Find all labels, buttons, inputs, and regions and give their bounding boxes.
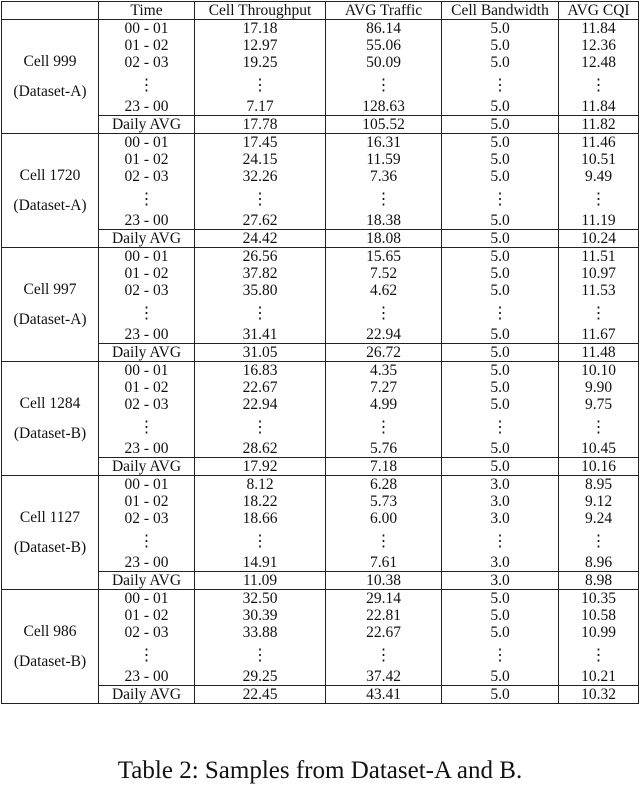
table-row — [2, 20, 639, 38]
traffic-cell: 5.73 — [326, 493, 442, 510]
cqi-cell: 8.96 — [559, 554, 639, 572]
avg-bandwidth-cell: 5.0 — [442, 344, 559, 362]
throughput-cell: 27.62 — [195, 212, 326, 230]
cqi-cell: 12.48 — [559, 54, 639, 71]
vertical-ellipsis-glyph: ⋮ — [375, 533, 392, 550]
vertical-ellipsis-glyph: ⋮ — [492, 77, 508, 94]
bandwidth-cell: 5.0 — [442, 134, 559, 152]
vertical-ellipsis-glyph: ⋮ — [590, 647, 607, 664]
avg-cqi-cell: 11.82 — [559, 116, 639, 134]
cell-group-label — [2, 20, 99, 134]
bandwidth-cell: 5.0 — [442, 396, 559, 413]
traffic-cell: 22.67 — [326, 624, 442, 641]
cell-id: Cell 1720 — [19, 166, 81, 184]
cqi-cell: 12.36 — [559, 37, 639, 54]
avg-bandwidth-cell: 5.0 — [442, 116, 559, 134]
cell-id: Cell 1127 — [19, 508, 81, 526]
time-cell: 23 - 00 — [99, 668, 195, 686]
throughput-cell: 29.25 — [195, 668, 326, 686]
vertical-ellipsis-glyph: ⋮ — [375, 305, 392, 322]
avg-traffic-cell: 18.08 — [326, 230, 442, 248]
vertical-ellipsis-glyph: ⋮ — [590, 305, 607, 322]
throughput-cell: 32.26 — [195, 168, 326, 185]
table-body — [2, 20, 639, 704]
traffic-cell: 37.42 — [326, 668, 442, 686]
cqi-cell: 9.24 — [559, 510, 639, 527]
bandwidth-cell: 5.0 — [442, 98, 559, 116]
ellipsis-cell — [195, 413, 326, 440]
avg-traffic-cell: 43.41 — [326, 686, 442, 704]
ellipsis-cell — [326, 299, 442, 326]
ellipsis-cell — [99, 413, 195, 440]
ellipsis-cell — [442, 641, 559, 668]
vertical-ellipsis-glyph: ⋮ — [252, 191, 268, 208]
vertical-ellipsis-glyph: ⋮ — [252, 305, 268, 322]
time-cell: 02 - 03 — [99, 624, 195, 641]
cqi-cell: 11.51 — [559, 248, 639, 266]
vertical-ellipsis-glyph: ⋮ — [138, 191, 155, 208]
table-caption: Table 2: Samples from Dataset-A and B. — [117, 757, 523, 784]
cqi-cell: 10.97 — [559, 265, 639, 282]
ellipsis-cell — [326, 413, 442, 440]
cell-group-label — [2, 134, 99, 248]
ellipsis-cell — [559, 641, 639, 668]
bandwidth-cell: 5.0 — [442, 379, 559, 396]
bandwidth-cell: 5.0 — [442, 624, 559, 641]
throughput-cell: 32.50 — [195, 590, 326, 608]
bandwidth-cell: 5.0 — [442, 440, 559, 458]
avg-cqi-cell: 8.98 — [559, 572, 639, 590]
table-row — [2, 476, 639, 494]
cqi-cell: 9.75 — [559, 396, 639, 413]
avg-throughput-cell: 24.42 — [195, 230, 326, 248]
daily-avg-label: Daily AVG — [99, 344, 195, 362]
dataset-name: (Dataset-B) — [13, 424, 87, 442]
time-cell: 01 - 02 — [99, 37, 195, 54]
vertical-ellipsis-glyph: ⋮ — [492, 191, 508, 208]
dataset-name: (Dataset-B) — [13, 652, 87, 670]
avg-cqi-cell: 10.32 — [559, 686, 639, 704]
cqi-cell: 8.95 — [559, 476, 639, 494]
time-cell: 01 - 02 — [99, 607, 195, 624]
throughput-cell: 26.56 — [195, 248, 326, 266]
traffic-cell: 4.35 — [326, 362, 442, 380]
ellipsis-cell — [195, 185, 326, 212]
time-cell: 00 - 01 — [99, 20, 195, 38]
traffic-cell: 128.63 — [326, 98, 442, 116]
ellipsis-cell — [195, 641, 326, 668]
traffic-cell: 50.09 — [326, 54, 442, 71]
daily-avg-label: Daily AVG — [99, 116, 195, 134]
avg-bandwidth-cell: 3.0 — [442, 572, 559, 590]
avg-throughput-cell: 17.78 — [195, 116, 326, 134]
ellipsis-cell — [442, 413, 559, 440]
dataset-name: (Dataset-A) — [13, 196, 87, 214]
time-cell: 01 - 02 — [99, 493, 195, 510]
bandwidth-cell: 5.0 — [442, 248, 559, 266]
vertical-ellipsis-glyph: ⋮ — [375, 77, 392, 94]
throughput-cell: 17.18 — [195, 20, 326, 38]
avg-traffic-cell: 10.38 — [326, 572, 442, 590]
time-cell: 01 - 02 — [99, 265, 195, 282]
time-cell: 00 - 01 — [99, 476, 195, 494]
vertical-ellipsis-glyph: ⋮ — [492, 533, 508, 550]
cell-id: Cell 999 — [23, 52, 77, 70]
vertical-ellipsis-glyph: ⋮ — [252, 533, 268, 550]
traffic-cell: 6.28 — [326, 476, 442, 494]
traffic-cell: 29.14 — [326, 590, 442, 608]
ellipsis-cell — [326, 527, 442, 554]
time-cell: 01 - 02 — [99, 379, 195, 396]
bandwidth-cell: 5.0 — [442, 20, 559, 38]
traffic-cell: 4.99 — [326, 396, 442, 413]
table-row — [2, 248, 639, 266]
throughput-cell: 8.12 — [195, 476, 326, 494]
vertical-ellipsis-glyph: ⋮ — [590, 191, 607, 208]
throughput-cell: 18.66 — [195, 510, 326, 527]
traffic-cell: 7.36 — [326, 168, 442, 185]
traffic-cell: 16.31 — [326, 134, 442, 152]
traffic-cell: 11.59 — [326, 151, 442, 168]
cqi-cell: 9.90 — [559, 379, 639, 396]
cell-group-label — [2, 362, 99, 476]
dataset-name: (Dataset-A) — [13, 310, 87, 328]
time-cell: 02 - 03 — [99, 168, 195, 185]
ellipsis-cell — [326, 641, 442, 668]
time-cell: 23 - 00 — [99, 326, 195, 344]
cell-group-label — [2, 248, 99, 362]
header-cell-id — [2, 2, 99, 20]
ellipsis-cell — [442, 185, 559, 212]
bandwidth-cell: 5.0 — [442, 54, 559, 71]
vertical-ellipsis-glyph: ⋮ — [375, 647, 392, 664]
header-row — [2, 2, 639, 20]
cqi-cell: 10.99 — [559, 624, 639, 641]
traffic-cell: 7.27 — [326, 379, 442, 396]
bandwidth-cell: 3.0 — [442, 476, 559, 494]
throughput-cell: 24.15 — [195, 151, 326, 168]
vertical-ellipsis-glyph: ⋮ — [492, 419, 508, 436]
throughput-cell: 19.25 — [195, 54, 326, 71]
header-cell-throughput: Cell Throughput — [195, 2, 326, 20]
daily-avg-label: Daily AVG — [99, 572, 195, 590]
avg-traffic-cell: 7.18 — [326, 458, 442, 476]
throughput-cell: 30.39 — [195, 607, 326, 624]
time-cell: 00 - 01 — [99, 248, 195, 266]
avg-traffic-cell: 105.52 — [326, 116, 442, 134]
avg-cqi-cell: 11.48 — [559, 344, 639, 362]
time-cell: 23 - 00 — [99, 554, 195, 572]
daily-avg-label: Daily AVG — [99, 458, 195, 476]
cqi-cell: 10.10 — [559, 362, 639, 380]
throughput-cell: 18.22 — [195, 493, 326, 510]
ellipsis-cell — [326, 71, 442, 98]
header-time: Time — [99, 2, 195, 20]
cqi-cell: 10.21 — [559, 668, 639, 686]
bandwidth-cell: 5.0 — [442, 607, 559, 624]
bandwidth-cell: 5.0 — [442, 590, 559, 608]
cell-group-label — [2, 590, 99, 704]
traffic-cell: 7.52 — [326, 265, 442, 282]
traffic-cell: 18.38 — [326, 212, 442, 230]
ellipsis-cell — [99, 527, 195, 554]
ellipsis-cell — [559, 185, 639, 212]
throughput-cell: 7.17 — [195, 98, 326, 116]
cell-id: Cell 986 — [23, 622, 77, 640]
traffic-cell: 7.61 — [326, 554, 442, 572]
ellipsis-cell — [442, 71, 559, 98]
cell-id: Cell 997 — [23, 280, 77, 298]
time-cell: 01 - 02 — [99, 151, 195, 168]
cqi-cell: 9.49 — [559, 168, 639, 185]
vertical-ellipsis-glyph: ⋮ — [590, 77, 607, 94]
ellipsis-cell — [99, 641, 195, 668]
avg-bandwidth-cell: 5.0 — [442, 458, 559, 476]
avg-traffic-cell: 26.72 — [326, 344, 442, 362]
avg-throughput-cell: 22.45 — [195, 686, 326, 704]
vertical-ellipsis-glyph: ⋮ — [252, 77, 268, 94]
avg-cqi-cell: 10.16 — [559, 458, 639, 476]
time-cell: 00 - 01 — [99, 590, 195, 608]
vertical-ellipsis-glyph: ⋮ — [375, 419, 392, 436]
bandwidth-cell: 5.0 — [442, 265, 559, 282]
samples-table — [1, 1, 639, 704]
time-cell: 00 - 01 — [99, 134, 195, 152]
vertical-ellipsis-glyph: ⋮ — [138, 305, 155, 322]
vertical-ellipsis-glyph: ⋮ — [252, 419, 268, 436]
throughput-cell: 22.94 — [195, 396, 326, 413]
throughput-cell: 17.45 — [195, 134, 326, 152]
time-cell: 23 - 00 — [99, 212, 195, 230]
cqi-cell: 11.84 — [559, 20, 639, 38]
cell-id: Cell 1284 — [19, 394, 81, 412]
traffic-cell: 6.00 — [326, 510, 442, 527]
throughput-cell: 31.41 — [195, 326, 326, 344]
bandwidth-cell: 5.0 — [442, 326, 559, 344]
throughput-cell: 33.88 — [195, 624, 326, 641]
throughput-cell: 28.62 — [195, 440, 326, 458]
cqi-cell: 10.45 — [559, 440, 639, 458]
dataset-name: (Dataset-A) — [13, 82, 87, 100]
traffic-cell: 5.76 — [326, 440, 442, 458]
cell-group-label — [2, 476, 99, 590]
time-cell: 02 - 03 — [99, 396, 195, 413]
cqi-cell: 10.51 — [559, 151, 639, 168]
bandwidth-cell: 3.0 — [442, 554, 559, 572]
ellipsis-cell — [559, 71, 639, 98]
throughput-cell: 14.91 — [195, 554, 326, 572]
traffic-cell: 4.62 — [326, 282, 442, 299]
bandwidth-cell: 5.0 — [442, 282, 559, 299]
throughput-cell: 16.83 — [195, 362, 326, 380]
vertical-ellipsis-glyph: ⋮ — [138, 419, 155, 436]
cqi-cell: 11.53 — [559, 282, 639, 299]
throughput-cell: 12.97 — [195, 37, 326, 54]
daily-avg-label: Daily AVG — [99, 686, 195, 704]
header-avg-cqi: AVG CQI — [559, 2, 639, 20]
header-cell-bandwidth: Cell Bandwidth — [442, 2, 559, 20]
bandwidth-cell: 5.0 — [442, 668, 559, 686]
time-cell: 23 - 00 — [99, 440, 195, 458]
dataset-name: (Dataset-B) — [13, 538, 87, 556]
bandwidth-cell: 5.0 — [442, 212, 559, 230]
bandwidth-cell: 5.0 — [442, 151, 559, 168]
samples-table-container — [1, 1, 638, 704]
ellipsis-cell — [195, 527, 326, 554]
throughput-cell: 22.67 — [195, 379, 326, 396]
cqi-cell: 11.46 — [559, 134, 639, 152]
table-row — [2, 362, 639, 380]
ellipsis-cell — [442, 299, 559, 326]
ellipsis-cell — [559, 299, 639, 326]
ellipsis-cell — [99, 71, 195, 98]
bandwidth-cell: 3.0 — [442, 510, 559, 527]
ellipsis-cell — [195, 71, 326, 98]
vertical-ellipsis-glyph: ⋮ — [138, 647, 155, 664]
vertical-ellipsis-glyph: ⋮ — [590, 533, 607, 550]
cqi-cell: 10.58 — [559, 607, 639, 624]
avg-throughput-cell: 17.92 — [195, 458, 326, 476]
ellipsis-cell — [326, 185, 442, 212]
vertical-ellipsis-glyph: ⋮ — [492, 305, 508, 322]
vertical-ellipsis-glyph: ⋮ — [590, 419, 607, 436]
cqi-cell: 9.12 — [559, 493, 639, 510]
vertical-ellipsis-glyph: ⋮ — [138, 77, 155, 94]
bandwidth-cell: 5.0 — [442, 168, 559, 185]
vertical-ellipsis-glyph: ⋮ — [252, 647, 268, 664]
cqi-cell: 11.19 — [559, 212, 639, 230]
time-cell: 02 - 03 — [99, 282, 195, 299]
bandwidth-cell: 3.0 — [442, 493, 559, 510]
throughput-cell: 35.80 — [195, 282, 326, 299]
ellipsis-cell — [559, 413, 639, 440]
table-row — [2, 134, 639, 152]
traffic-cell: 15.65 — [326, 248, 442, 266]
ellipsis-cell — [442, 527, 559, 554]
ellipsis-cell — [99, 299, 195, 326]
traffic-cell: 86.14 — [326, 20, 442, 38]
ellipsis-cell — [559, 527, 639, 554]
time-cell: 02 - 03 — [99, 510, 195, 527]
time-cell: 23 - 00 — [99, 98, 195, 116]
avg-bandwidth-cell: 5.0 — [442, 230, 559, 248]
avg-throughput-cell: 11.09 — [195, 572, 326, 590]
bandwidth-cell: 5.0 — [442, 37, 559, 54]
header-avg-traffic: AVG Traffic — [326, 2, 442, 20]
daily-avg-label: Daily AVG — [99, 230, 195, 248]
bandwidth-cell: 5.0 — [442, 362, 559, 380]
vertical-ellipsis-glyph: ⋮ — [492, 647, 508, 664]
ellipsis-cell — [195, 299, 326, 326]
avg-bandwidth-cell: 5.0 — [442, 686, 559, 704]
cqi-cell: 10.35 — [559, 590, 639, 608]
traffic-cell: 22.94 — [326, 326, 442, 344]
vertical-ellipsis-glyph: ⋮ — [375, 191, 392, 208]
time-cell: 02 - 03 — [99, 54, 195, 71]
avg-throughput-cell: 31.05 — [195, 344, 326, 362]
avg-cqi-cell: 10.24 — [559, 230, 639, 248]
throughput-cell: 37.82 — [195, 265, 326, 282]
vertical-ellipsis-glyph: ⋮ — [138, 533, 155, 550]
time-cell: 00 - 01 — [99, 362, 195, 380]
traffic-cell: 22.81 — [326, 607, 442, 624]
table-row — [2, 590, 639, 608]
cqi-cell: 11.84 — [559, 98, 639, 116]
traffic-cell: 55.06 — [326, 37, 442, 54]
ellipsis-cell — [99, 185, 195, 212]
cqi-cell: 11.67 — [559, 326, 639, 344]
